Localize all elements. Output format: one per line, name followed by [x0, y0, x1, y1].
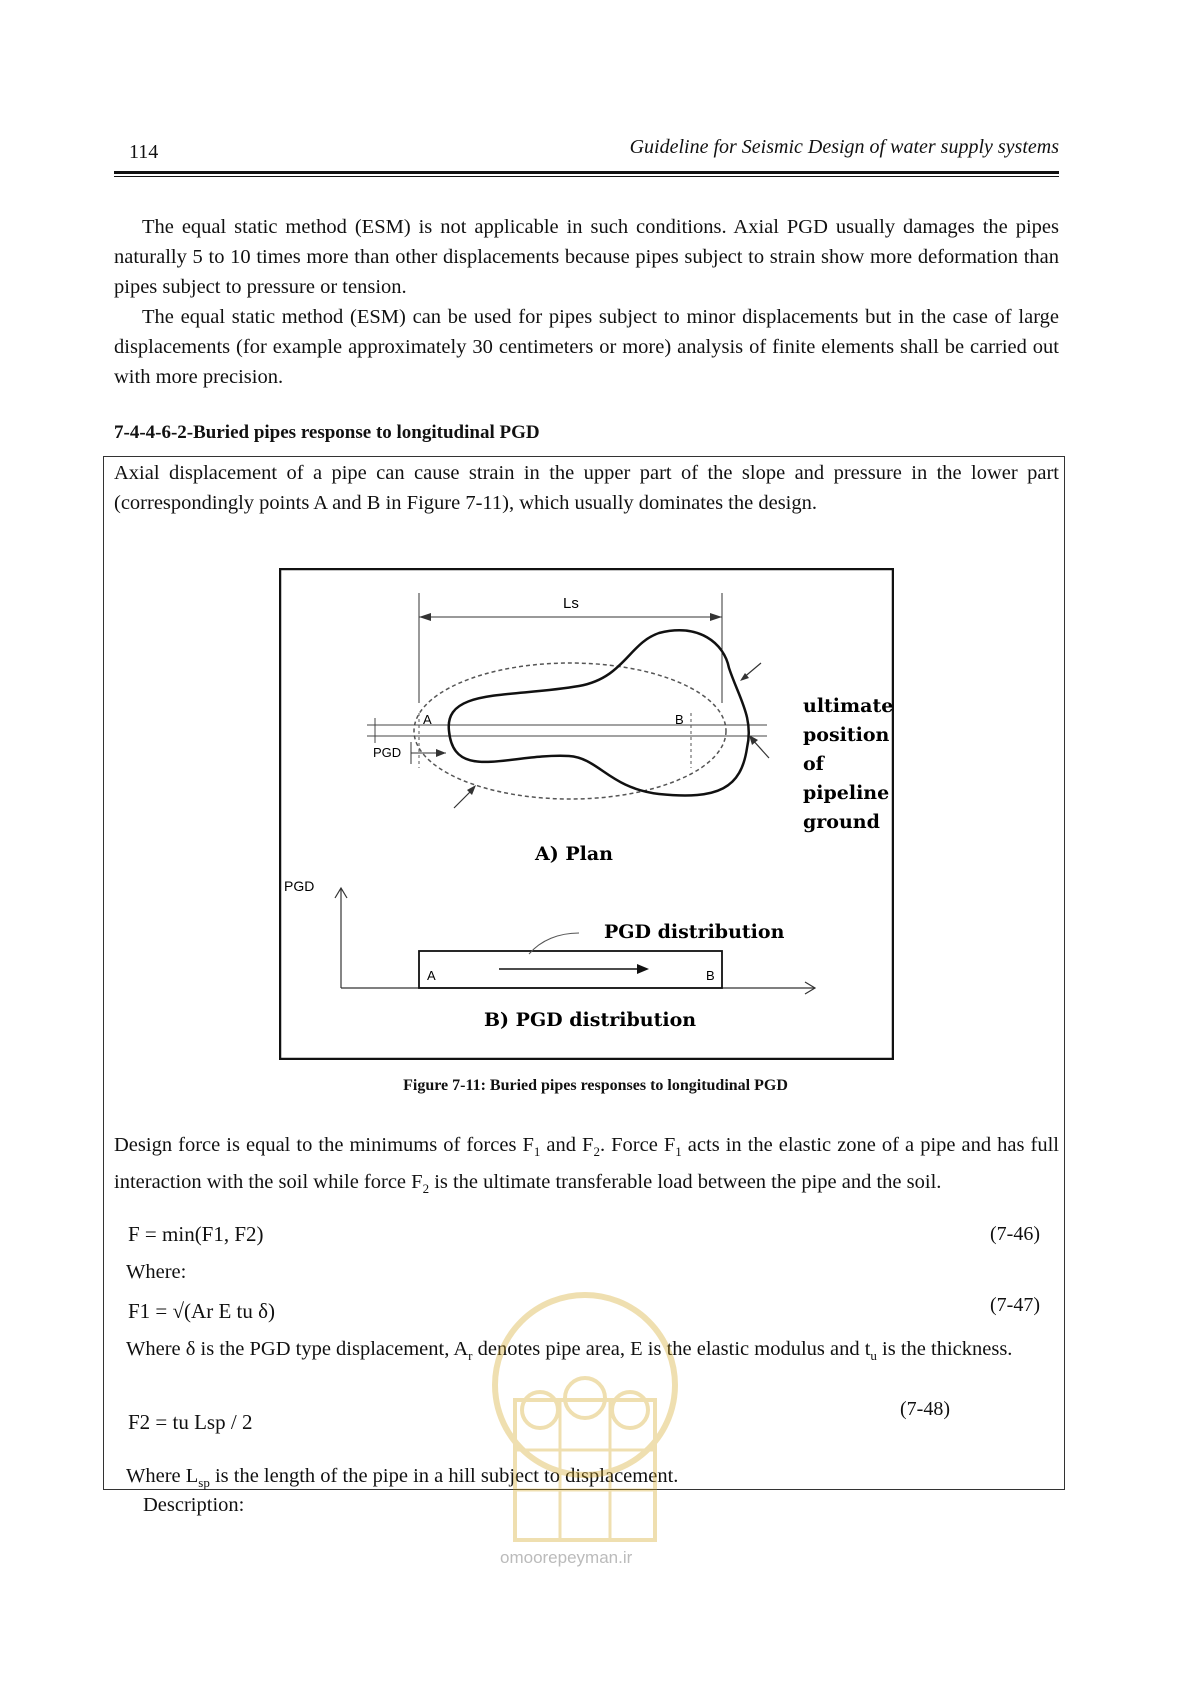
ls-arrow-right [710, 613, 722, 621]
paragraph-esm-not-applicable: The equal static method (ESM) is not applicable in such conditions. Axial PGD usually damages the pipes naturally 5 to 10 times more than other displacements because pipes subject to strain show more deformation than pipes subject to pressure or tension. [114, 216, 1059, 298]
where-delta-paragraph: Where δ is the PGD type displacement, $A_r$ denotes pipe area, E is the elastic modulus and $t_u$ is the thickness. [126, 1338, 1013, 1364]
design-force-paragraph: Design force is equal to the minimums of forces $F_1$ and $F_2$. Force $F_1$ acts in the elastic zone of a pipe and has full interaction with the soil while force $F_2$ is the ultimate transferable load between the pipe and the soil. [114, 1134, 1060, 1197]
running-title: Guideline for Seismic Design of water supply systems [629, 136, 1059, 158]
equation-7-47: F1 = √(Ar E tu δ) [128, 1299, 275, 1323]
pgd-distribution-label: PGD distribution [604, 921, 785, 943]
displaced-ground-outline [449, 630, 749, 795]
plan-caption: A) Plan [535, 843, 613, 865]
figure-7-11 [279, 568, 894, 1060]
pgd-arrow-head [436, 749, 446, 757]
pgd-axis-label: PGD [284, 878, 315, 894]
where-label: Where: [126, 1261, 187, 1283]
ultimate-position-label: ultimate position of pipeline ground [803, 695, 894, 833]
equation-7-48: F2 = tu Lsp / 2 [128, 1410, 253, 1434]
point-a-label: A [423, 712, 432, 727]
dist-b-label: B [706, 968, 715, 983]
page-number: 114 [129, 141, 159, 163]
ls-arrow-left [419, 613, 431, 621]
dist-a-label: A [427, 968, 436, 983]
box-intro: Axial displacement of a pipe can cause strain in the upper part of the slope and pressure in the lower part (correspondingly points A and B in Figure 7-11), which usually dominates the design. [114, 462, 1059, 514]
pgd-label: PGD [373, 745, 402, 760]
watermark-seal [480, 1290, 690, 1550]
section-heading: 7-4-4-6-2-Buried pipes response to longitudinal PGD [114, 422, 540, 443]
equation-number-7-46: (7-46) [990, 1223, 1040, 1245]
watermark-text: omoorepeyman.ir [500, 1548, 633, 1567]
pgd-zone-ellipse [414, 663, 726, 799]
equation-7-46: F = min(F1, F2) [128, 1222, 264, 1246]
header-rule [114, 171, 1059, 174]
where-lsp-paragraph: Where $L_{sp}$ is the length of the pipe in a hill subject to displacement. [126, 1465, 679, 1491]
paragraph-esm-minor: The equal static method (ESM) can be used for pipes subject to minor displacements but in the case of large displacements (for example approximately 30 centimeters or more) analysis of finite elements shall be carried out with more precision. [114, 306, 1059, 388]
equation-number-7-47: (7-47) [990, 1294, 1040, 1316]
distribution-caption: B) PGD distribution [484, 1009, 697, 1031]
header-rule-thin [114, 176, 1059, 177]
point-b-label: B [675, 712, 684, 727]
ls-label: Ls [563, 595, 579, 612]
equation-number-7-48: (7-48) [900, 1398, 950, 1420]
figure-caption: Figure 7-11: Buried pipes responses to longitudinal PGD [403, 1077, 788, 1094]
movement-arrow-head [637, 964, 649, 974]
figure-frame [280, 569, 893, 1059]
description-label: Description: [143, 1494, 245, 1516]
